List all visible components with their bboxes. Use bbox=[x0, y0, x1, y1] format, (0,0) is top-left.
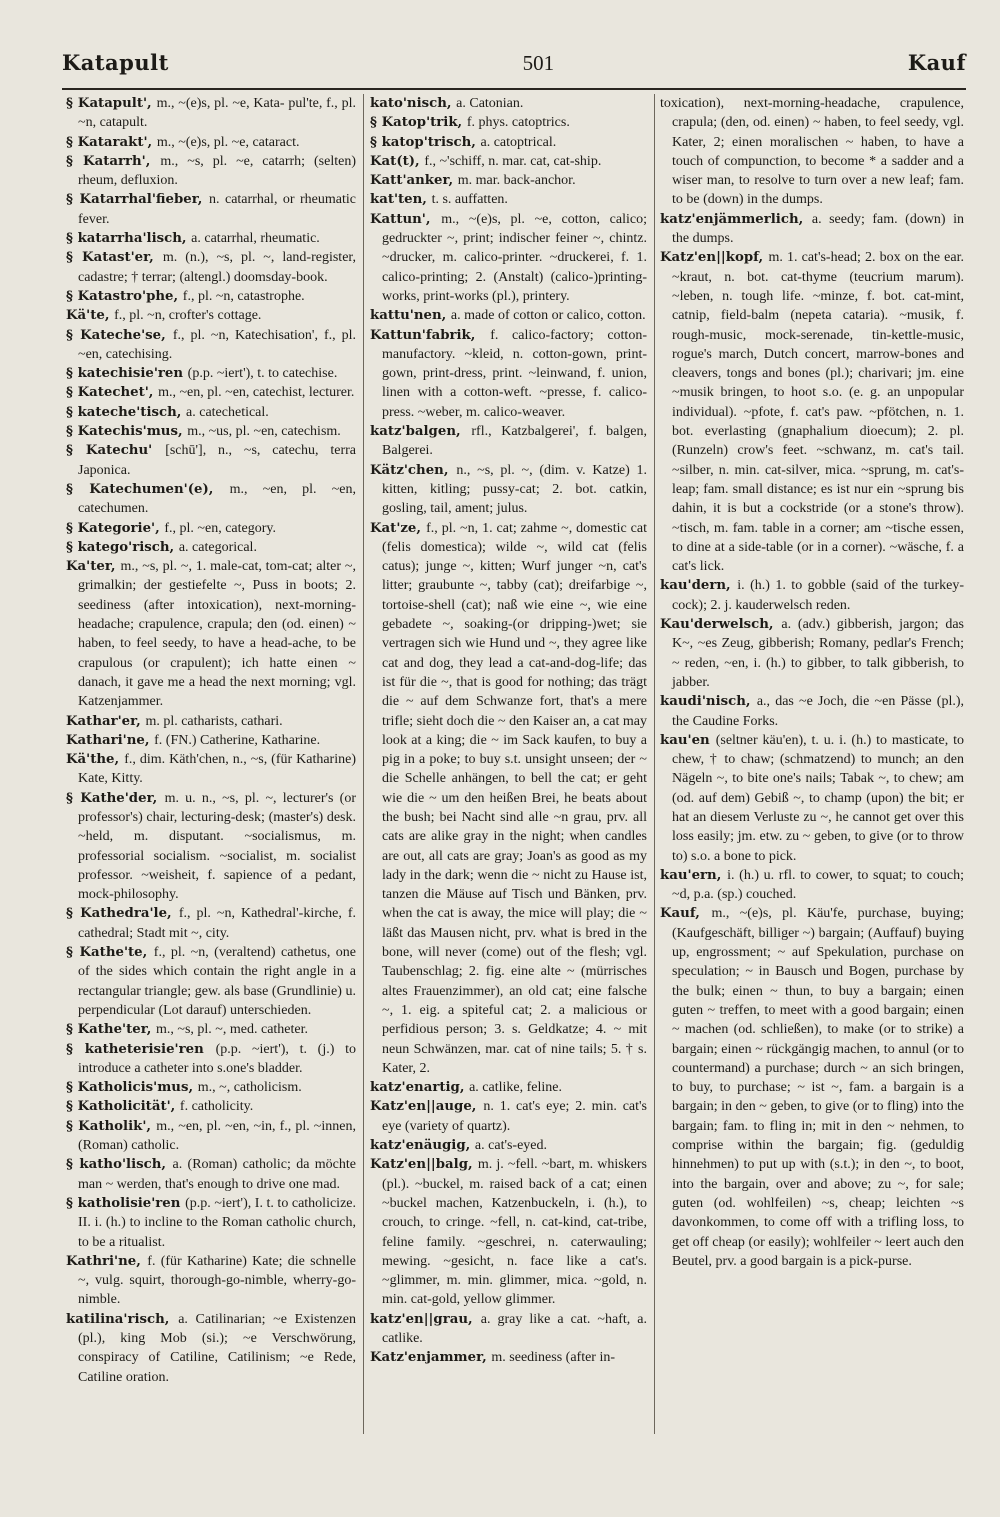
dictionary-entry bbox=[66, 441, 356, 480]
dictionary-entry bbox=[660, 248, 964, 576]
entry-definition: n., ~s, pl. ~, (dim. v. Katze) 1. kitten, kitling; pussy-cat; 2. bot. catkin, gosling, tail, ament; julus. bbox=[382, 462, 647, 517]
entry-headword: katz'en||grau, bbox=[370, 1311, 481, 1327]
entry-headword: Katz'en||auge, bbox=[370, 1099, 484, 1115]
dictionary-entry bbox=[370, 152, 647, 171]
dictionary-entry bbox=[66, 326, 356, 365]
page-number: 501 bbox=[522, 51, 555, 75]
entry-definition: a. (Roman) catholic; da möchte man ~ werden, that's enough to drive one mad. bbox=[78, 1157, 356, 1192]
entry-headword: Kattun'fabrik, bbox=[370, 327, 491, 343]
entry-definition: m., ~(e)s, pl. ~e, cataract. bbox=[156, 134, 300, 150]
dictionary-entry bbox=[66, 480, 356, 519]
entry-definition: a. Catilinarian; ~e Existenzen (pl.), king Mob (si.); ~e Verschwörung, conspiracy of Catiline, Catilinism; ~e Rede, Catiline oration. bbox=[78, 1311, 356, 1385]
entry-definition: f., pl. ~n, crofter's cottage. bbox=[114, 308, 262, 324]
entry-definition: i. (h.) 1. to gobble (said of the turkey-cock); 2. j. kauderwelsch reden. bbox=[672, 578, 964, 613]
entry-headword: Katt'anker, bbox=[370, 173, 458, 189]
entry-definition: m., ~s, pl. ~, med. catheter. bbox=[156, 1022, 309, 1038]
entry-headword: § Katarrhal'fieber, bbox=[66, 192, 210, 208]
dictionary-entry bbox=[370, 326, 647, 422]
dictionary-entry bbox=[66, 287, 356, 306]
dictionary-entry bbox=[370, 210, 647, 306]
entry-definition: m., ~en, pl. ~en, catechumen. bbox=[78, 481, 356, 517]
entry-definition: a. gray like a cat. ~haft, a. catlike. bbox=[382, 1311, 647, 1346]
entry-definition: f. catholicity. bbox=[179, 1099, 254, 1115]
entry-definition: a. categorical. bbox=[178, 539, 257, 555]
entry-headword: Kathri'ne, bbox=[66, 1253, 148, 1269]
entry-headword: § katop'trisch, bbox=[370, 134, 481, 150]
entry-headword: § katechisie'ren bbox=[66, 366, 188, 382]
header-rule bbox=[62, 88, 966, 90]
dictionary-entry bbox=[370, 461, 647, 519]
header-guide-word-left: Katapult bbox=[62, 50, 169, 75]
entry-definition: f., pl. ~n, Katechisation', f., pl. ~en, catechising. bbox=[78, 327, 356, 362]
dictionary-entry bbox=[66, 190, 356, 229]
dictionary-entry bbox=[660, 615, 964, 692]
dictionary-entry bbox=[660, 731, 964, 866]
entry-headword: kato'nisch, bbox=[370, 96, 457, 111]
dictionary-entry bbox=[370, 1155, 647, 1309]
dictionary-entry bbox=[66, 1078, 356, 1097]
dictionary-entry bbox=[66, 422, 356, 441]
entry-definition: f., pl. ~n, (veraltend) cathetus, one of the sides which contain the right angle in a rectangular triangle; gew. als base (Grundlinie) u. perpendicular (Lot darauf) unterschieden. bbox=[78, 945, 356, 1018]
entry-headword: § Katechumen'(e), bbox=[66, 481, 230, 497]
dictionary-entry bbox=[660, 904, 964, 1271]
entry-headword: § Katarrh', bbox=[66, 153, 161, 169]
dictionary-entry bbox=[66, 904, 356, 943]
header-guide-word-right: Kauf bbox=[907, 50, 966, 75]
entry-headword: Kathari'ne, bbox=[66, 732, 155, 748]
entry-headword: § Katholicität', bbox=[66, 1099, 180, 1115]
entry-definition: i. (h.) u. rfl. to cower, to squat; to couch; ~d, p.a. (sp.) couched. bbox=[672, 867, 964, 903]
entry-definition: m., ~, catholicism. bbox=[197, 1080, 302, 1096]
entry-definition: n. 1. cat's eye; 2. min. cat's eye (variety of quartz). bbox=[382, 1099, 647, 1134]
entry-headword: Kathar'er, bbox=[66, 713, 146, 729]
entry-headword: § katarrha'lisch, bbox=[66, 231, 192, 247]
entry-definition: a. Catonian. bbox=[456, 96, 524, 111]
dictionary-entry bbox=[66, 519, 356, 538]
dictionary-entry bbox=[370, 422, 647, 461]
dictionary-entry bbox=[66, 364, 356, 383]
dictionary-entry bbox=[370, 113, 647, 132]
dictionary-entry bbox=[370, 1348, 647, 1367]
entry-headword: Kauf, bbox=[660, 906, 712, 922]
entry-headword: Katz'en||kopf, bbox=[660, 250, 769, 266]
entry-headword: katilina'risch, bbox=[66, 1311, 179, 1327]
dictionary-entry bbox=[66, 750, 356, 789]
dictionary-entry bbox=[370, 306, 647, 325]
entry-headword: § Katastro'phe, bbox=[66, 288, 183, 304]
entry-headword: kattu'nen, bbox=[370, 308, 451, 324]
column-2 bbox=[370, 94, 647, 1434]
entry-definition: t. s. auffatten. bbox=[431, 192, 508, 208]
entry-definition: a. catarrhal, rheumatic. bbox=[191, 231, 320, 247]
entry-definition: a. cat's-eyed. bbox=[474, 1138, 548, 1154]
entry-definition: m., ~(e)s, pl. Käu'fe, purchase, buying; (Kaufgeschäft, billiger ~) bargain; (Auffauf) buying up, engrossment; ~ auf Spekulation, purchase on speculation; ~ in Bausch und Bogen, purchase by the bulk; einen ~ thun, to buy a bargain; einen guten ~ treffen, to meet with a good bargain; einen ~ machen (od. schließen), to make (or to strike) a bargain; einen ~ rückgängig machen, to annul (or to countermand) a purchase; durch ~ an sich bringen, to buy, to purchase; ~ ist ~, fam. a bargain is a bargain; in den ~ geben, to give (or to fling) into the bargain; fam. to fling in; mit in den ~ nehmen, to comprise within the bargain; fig. (geduldig hinnehmen) to put up with (s.t.); in den ~, to boot, into the bargain, over and above; zu ~, for sale; guten (od. wohlfeilen) ~s, cheap; leichten ~s davonkommen, to come off with a trifling loss, to get off cheap (or easily); wohlfeiler ~ leert auch den Beutel, prv. a good bargain is a pick-purse. bbox=[672, 906, 964, 1269]
dictionary-entry bbox=[370, 1097, 647, 1136]
dictionary-entry bbox=[66, 1155, 356, 1194]
column-3 bbox=[660, 94, 964, 1434]
entry-headword: katz'enjämmerlich, bbox=[660, 211, 812, 227]
dictionary-entry bbox=[660, 576, 964, 615]
entry-headword: § Katop'trik, bbox=[370, 115, 467, 131]
entry-definition: m. pl. catharists, cathari. bbox=[145, 713, 283, 729]
entry-headword: § katholisie'ren bbox=[66, 1195, 186, 1211]
entry-headword: katz'balgen, bbox=[370, 424, 472, 440]
dictionary-entry bbox=[66, 731, 356, 750]
entry-headword: kau'en bbox=[660, 732, 716, 748]
entry-definition: (p.p. ~iert'), t. (j.) to introduce a catheter into s.one's bladder. bbox=[78, 1041, 356, 1076]
entry-headword: Kau'derwelsch, bbox=[660, 617, 782, 633]
entry-headword: § Katechu' bbox=[66, 443, 166, 459]
dictionary-entry bbox=[660, 866, 964, 905]
dictionary-entry bbox=[66, 133, 356, 152]
entry-headword: § Kategorie', bbox=[66, 520, 165, 536]
entry-definition: f., dim. Käth'chen, n., ~s, (für Katharine) Kate, Kitty. bbox=[78, 752, 356, 787]
entry-headword: § Katarakt', bbox=[66, 134, 157, 150]
entry-definition: (p.p. ~iert'), t. to catechise. bbox=[187, 366, 338, 382]
entry-headword: katz'enartig, bbox=[370, 1080, 470, 1096]
entry-headword: § Katechis'mus, bbox=[66, 424, 188, 440]
dictionary-entry bbox=[66, 383, 356, 402]
dictionary-entry bbox=[370, 1136, 647, 1155]
dictionary-entry bbox=[66, 557, 356, 711]
dictionary-entry bbox=[370, 133, 647, 152]
entry-definition: toxication), next-morning-headache, crapulence, crapula; (den, od. einen) ~ haben, to feel seedy, vgl. Kater, 2; einen moralischen ~ haben, to have a touch of compunction, to become * a sadder and a wiser man, to resolve to turn over a new leaf; fam. to be (down) in the dumps. bbox=[660, 96, 964, 208]
entry-headword: Kä'the, bbox=[66, 752, 125, 768]
entry-definition: m., ~us, pl. ~en, catechism. bbox=[187, 424, 341, 440]
dictionary-entry bbox=[370, 519, 647, 1079]
entry-definition: a. catoptrical. bbox=[480, 134, 557, 150]
entry-definition: f., pl. ~n, Kathedral'-kirche, f. cathedral; Stadt mit ~, city. bbox=[78, 906, 356, 941]
entry-definition: m. seediness (after in- bbox=[491, 1350, 616, 1366]
entry-headword: Kattun', bbox=[370, 211, 442, 227]
entry-headword: § Katechet', bbox=[66, 385, 159, 401]
entry-definition: f., ~'schiff, n. mar. cat, cat-ship. bbox=[424, 153, 602, 169]
entry-definition: a. made of cotton or calico, cotton. bbox=[450, 308, 646, 324]
entry-definition: a. catechetical. bbox=[186, 404, 269, 420]
entry-headword: kat'ten, bbox=[370, 192, 432, 208]
page-header bbox=[62, 50, 966, 86]
entry-headword: kau'dern, bbox=[660, 578, 738, 594]
entry-definition: f. (für Katharine) Kate; die schnelle ~, vulg. squirt, thorough-go-nimble, wherry-go-nimble. bbox=[78, 1253, 356, 1308]
entry-definition: m., ~s, pl. ~, 1. male-cat, tom-cat; alter ~, grimalkin; der gestiefelte ~, Puss in boots; 2. seediness (after intoxication), next-morning-headache; crapulence, crapula; den (od. einen) ~ haben, to feel seedy, to have a head-ache, to be crapulous (or crapulent); ich hatte einen ~ danach, it gave me a head the next morning; vgl. Katzenjammer. bbox=[78, 559, 356, 710]
entry-definition: f. phys. catoptrics. bbox=[466, 115, 570, 131]
dictionary-entry bbox=[370, 1310, 647, 1349]
entry-headword: § katho'lisch, bbox=[66, 1157, 173, 1173]
entry-definition: f. calico-factory; cotton-manufactory. ~kleid, n. cotton-gown, print-gown, print-dress, print. ~leinwand, f. union, linen with a cotton-weft. ~presse, f. calico-press. ~weber, m. calico-weaver. bbox=[382, 327, 647, 420]
dictionary-entry bbox=[66, 943, 356, 1020]
entry-headword: Kä'te, bbox=[66, 308, 115, 324]
entry-headword: § Katholicis'mus, bbox=[66, 1080, 198, 1096]
entry-definition: m. j. ~fell. ~bart, m. whiskers (pl.). ~buckel, m. raised back of a cat; einen ~buckel machen, Katzenbuckeln, i. (h.), to crouch, to cringe. ~fell, n. cat-kind, cat-tribe, feline family. ~geschrei, n. caterwauling; mewing. ~gesicht, n. face like a cat's. ~glimmer, m. min. glimmer, mica. ~gold, n. min. cat-gold, yellow glimmer. bbox=[382, 1157, 647, 1308]
dictionary-entry bbox=[66, 789, 356, 905]
entry-definition: m., ~en, pl. ~en, ~in, f., pl. ~innen, (Roman) catholic. bbox=[78, 1118, 356, 1154]
dictionary-entry bbox=[66, 1252, 356, 1310]
dictionary-entry bbox=[66, 152, 356, 191]
dictionary-entry bbox=[66, 538, 356, 557]
entry-definition: m., ~s, pl. ~e, catarrh; (selten) rheum, defluxion. bbox=[78, 153, 356, 189]
entry-headword: § Kathe'te, bbox=[66, 945, 154, 961]
entry-definition: f., pl. ~en, category. bbox=[164, 520, 276, 536]
entry-headword: Kat(t), bbox=[370, 153, 425, 169]
entry-headword: § Kathe'der, bbox=[66, 790, 165, 806]
column-divider bbox=[654, 94, 655, 1434]
dictionary-entry bbox=[66, 229, 356, 248]
entry-definition: f., pl. ~n, catastrophe. bbox=[182, 288, 305, 304]
column-divider bbox=[363, 94, 364, 1434]
entry-headword: Katz'enjammer, bbox=[370, 1350, 492, 1366]
entry-definition: n. catarrhal, or rheumatic fever. bbox=[78, 192, 356, 227]
entry-headword: § Katapult', bbox=[66, 96, 157, 111]
entry-definition: rfl., Katzbalgerei', f. balgen, Balgerei. bbox=[382, 424, 647, 459]
entry-definition: f., pl. ~n, 1. cat; zahme ~, domestic cat (felis domestica); wilde ~, wild cat (felis catus); junge ~, kitten; Wurf junger ~n, cat's litter; graubunte ~, tabby (cat); dreifarbige ~, tortoise-shell (cat); naß wie eine ~, wie eine gebadete ~, soaking-(or dripping-)wet; sie vertragen sich wie Hund und ~, they agree like cat and dog, they lead a cat-and-dog-life; das ist für die ~, that is good for nothing; das trägt die ~ auf dem Schwanze fort, that's a mere trifle; sieht doch die ~ den Kaiser an, a cat may look at a king; die ~ im Sack kaufen, to buy a pig in a poke; to buy s.t. unsight unseen; der ~ die Schelle anhängen, to bell the cat; er geht wie die ~ um den heißen Brei, he beats about the bush; bei Nacht sind alle ~n grau, prv. all cats are alike gray in the night; when candles are out, all cats are gray; Joan's as good as my lady in the dark; wenn die ~ nicht zu Hause ist, tanzen die Mäuse auf Tisch und Bänken, prv. when the cat is away, the mice will play; die ~ läßt das Mausen nicht, prv. what is bred in the bone, will never (come) out of the flesh; vgl. Taubenschlag; 2. fig. eine alte ~ (mürrisches altes Frauenzimmer), an old cat; eine falsche ~, 1. eig. a spiteful cat; 2. a malicious or perfidious person; 3. s. Geldkatze; 4. ~ mit neun Schwänzen, mar. cat of nine tails; 5. † s. Kater, 2. bbox=[382, 520, 647, 1076]
dictionary-entry bbox=[66, 1097, 356, 1116]
dictionary-entry bbox=[66, 94, 356, 133]
entry-headword: § kateche'tisch, bbox=[66, 404, 187, 420]
entry-headword: kau'ern, bbox=[660, 867, 728, 883]
entry-definition: (p.p. ~iert'), I. t. to catholicize. II. i. (h.) to incline to the Roman catholic church, to be a ritualist. bbox=[78, 1195, 356, 1250]
entry-definition: (seltner käu'en), t. u. i. (h.) to masticate, to chew, † to chaw; (schmatzend) to munch; an den Nägeln ~, to bite one's nails; Tabak ~, to chew; am (od. auf dem) Gebiß ~, to champ (upon) the bit; er hat an diesem Verluste zu ~, he cannot get over this loss easily; jm. etw. zu ~ geben, to give (or to throw to) s.o. a bone to pick. bbox=[672, 732, 964, 864]
entry-definition: a., das ~e Joch, die ~en Pässe (pl.), the Caudine Forks. bbox=[672, 694, 964, 729]
entry-headword: § Katast'er, bbox=[66, 250, 163, 266]
entry-definition: a. catlike, feline. bbox=[469, 1080, 562, 1096]
dictionary-entry bbox=[370, 1078, 647, 1097]
entry-definition: m. u. n., ~s, pl. ~, lecturer's (or professor's) chair, lecturing-desk; (master's) desk. ~held, m. disputant. ~socialismus, m. professorial socialism. ~socialist, m. socialist professor. ~weisheit, f. sapience of a pedant, mock-philosophy. bbox=[78, 790, 356, 903]
dictionary-entry bbox=[66, 712, 356, 731]
column-1 bbox=[66, 94, 356, 1434]
dictionary-entry bbox=[66, 1194, 356, 1252]
entry-definition: a. seedy; fam. (down) in the dumps. bbox=[672, 211, 964, 247]
dictionary-entry bbox=[66, 248, 356, 287]
entry-headword: katz'enäugig, bbox=[370, 1138, 475, 1154]
entry-headword: § Kateche'se, bbox=[66, 327, 173, 343]
dictionary-entry bbox=[66, 306, 356, 325]
dictionary-entry bbox=[66, 1040, 356, 1079]
dictionary-entry bbox=[660, 692, 964, 731]
entry-headword: Ka'ter, bbox=[66, 559, 121, 575]
entry-definition: m., ~(e)s, pl. ~e, cotton, calico; gedruckter ~, print; indischer feiner ~, chintz. ~drucker, m. calico-printer. ~druckerei, f. 1. calico-printing; 2. (Anstalt) (calico-)printing-works, print-works (pl.), printery. bbox=[382, 211, 647, 304]
dictionary-entry bbox=[660, 94, 964, 210]
entry-definition: a. (adv.) gibberish, jargon; das K~, ~es Zeug, gibberish; Romany, pedlar's French; ~ reden, ~en, i. (h.) to gibber, to talk gibberish, to jabber. bbox=[672, 617, 964, 690]
entry-definition: m., ~(e)s, pl. ~e, Kata- pul'te, f., pl. ~n, catapult. bbox=[78, 96, 356, 131]
entry-headword: § katego'risch, bbox=[66, 539, 179, 555]
entry-headword: kaudi'nisch, bbox=[660, 694, 757, 710]
dictionary-entry bbox=[66, 1117, 356, 1156]
entry-definition: m., ~en, pl. ~en, catechist, lecturer. bbox=[158, 385, 355, 401]
dictionary-entry bbox=[660, 210, 964, 249]
entry-headword: § Katholik', bbox=[66, 1118, 157, 1134]
entry-definition: m. mar. back-anchor. bbox=[457, 173, 576, 189]
entry-headword: Kat'ze, bbox=[370, 520, 427, 536]
entry-definition: m. 1. cat's-head; 2. box on the ear. ~kraut, n. bot. cat-thyme (teucrium marum). ~leben, n. tough life. ~minze, f. bot. cat-mint, catnip, field-balm (nepeta cataria). ~musik, f. rough-music, mock-serenade, tin-kettle-music, rogue's march, Dutch concert, marrow-bones and cleavers, tongs and bones (pl.); charivari; jm. eine ~musik bringen, to hoot s.o. (e. g. an unpopular individual). ~pfote, f. cat's paw. ~pfötchen, n. 1. bot. everlasting (gnaphalium dioecum); 2. pl. (Runzeln) crow's feet. ~schwanz, m. cat's tail. ~silber, n. min. cat-silver, mica. ~sprung, m. cat's-leap; fam. small distance; es ist nur ein ~sprung bis dahin, it is but a cockstride (or a stone's throw). ~tisch, m. fam. table in a corner; am ~tische essen, to dine at a side-table (or in a corner). ~wäsche, f. a cat's lick. bbox=[672, 250, 964, 575]
dictionary-entry bbox=[66, 1310, 356, 1387]
entry-headword: Kätz'chen, bbox=[370, 462, 457, 478]
dictionary-entry bbox=[370, 171, 647, 190]
entry-headword: § Kathedra'le, bbox=[66, 906, 179, 922]
dictionary-entry bbox=[66, 1020, 356, 1039]
entry-definition: m. (n.), ~s, pl. ~, land-register, cadastre; † terrar; (altengl.) doomsday-book. bbox=[78, 250, 356, 285]
entry-definition: f. (FN.) Catherine, Katharine. bbox=[154, 732, 321, 748]
entry-headword: § katheterisie'ren bbox=[66, 1041, 216, 1057]
entry-definition: [schū'], n., ~s, catechu, terra Japonica. bbox=[78, 443, 356, 478]
entry-headword: Katz'en||balg, bbox=[370, 1157, 478, 1173]
dictionary-entry bbox=[66, 403, 356, 422]
entry-headword: § Kathe'ter, bbox=[66, 1022, 156, 1038]
dictionary-entry bbox=[370, 94, 647, 113]
dictionary-entry bbox=[370, 190, 647, 209]
